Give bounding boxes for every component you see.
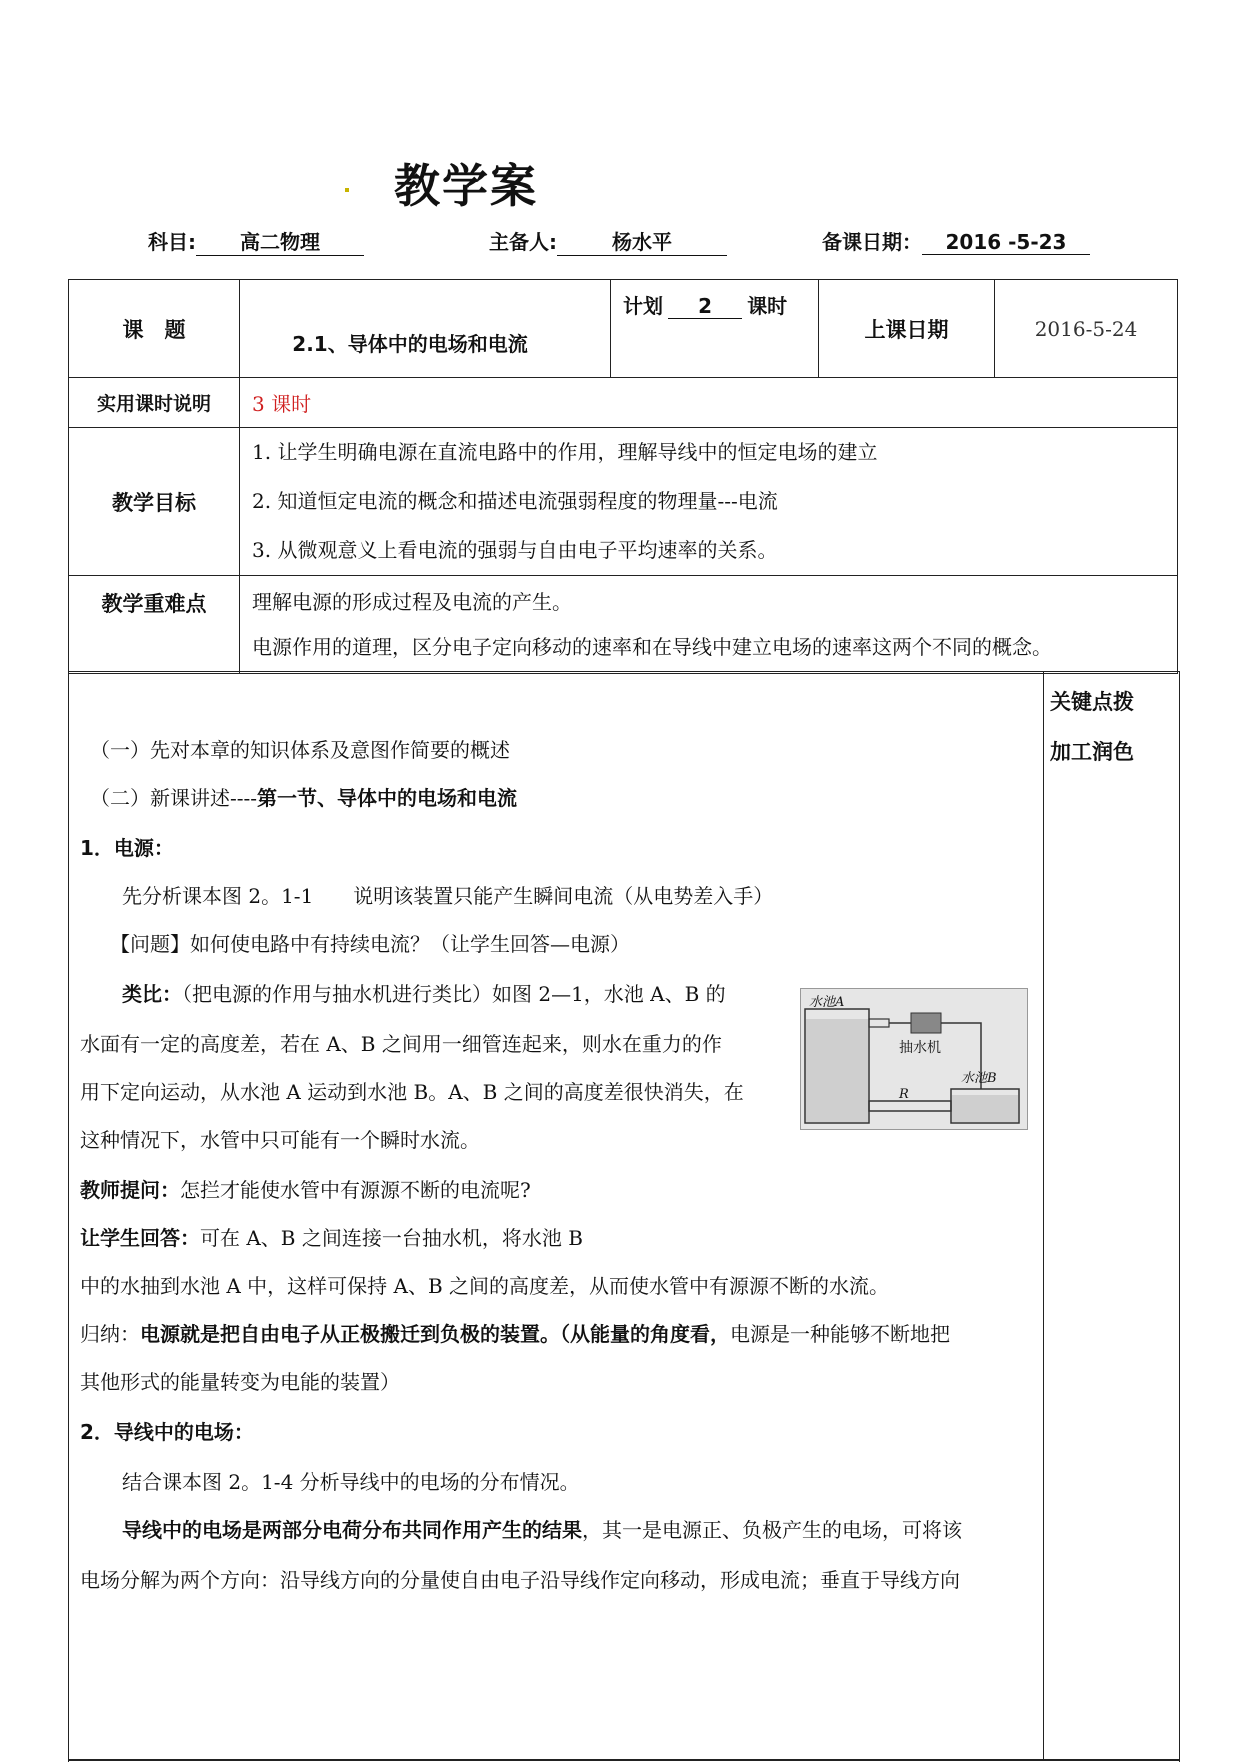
subject-label: 科目:: [148, 230, 196, 254]
paragraph: 其他形式的能量转变为电能的装置）: [80, 1370, 400, 1394]
goal-item: 2. 知道恒定电流的概念和描述电流强弱程度的物理量---电流: [252, 489, 778, 513]
section-heading: 2．导线中的电场：: [80, 1420, 254, 1444]
goals-label: 教学目标: [69, 428, 240, 576]
lesson-info-table: [68, 279, 1178, 674]
difficulties-label: 教学重难点: [69, 576, 240, 674]
prep-date-label: 备课日期：: [822, 230, 922, 254]
paragraph: 这种情况下，水管中只可能有一个瞬时水流。: [80, 1128, 480, 1152]
topic-value: 2.1、导体中的电场和电流: [292, 332, 528, 356]
subject-value: 高二物理: [196, 226, 364, 256]
lesson-body-frame: [68, 671, 1180, 1762]
paragraph: 电场分解为两个方向：沿导线方向的分量使自由电子沿导线作定向移动，形成电流；垂直于导线方向: [80, 1568, 960, 1592]
page-bottom-rule: [68, 1759, 1179, 1761]
paragraph: 教师提问：怎拦才能使水管中有源源不断的电流呢?: [80, 1178, 531, 1202]
paragraph: 中的水抽到水池 A 中，这样可保持 A、B 之间的高度差，从而使水管中有源源不断的水流。: [80, 1274, 890, 1298]
plan-unit: 课时: [747, 294, 788, 318]
practical-label: 实用课时说明: [69, 378, 240, 428]
paragraph: 用下定向运动，从水池 A 运动到水池 B。A、B 之间的高度差很快消失，在: [80, 1080, 744, 1104]
plan-value: 2: [668, 294, 742, 319]
plan-label: 计划: [623, 294, 663, 318]
pool-a-label: 水池A: [809, 995, 845, 1010]
r-label: R: [899, 1087, 909, 1102]
subject-field: [148, 226, 364, 256]
class-date-label: 上课日期: [819, 280, 995, 378]
practical-value: 3 课时: [240, 378, 1178, 428]
class-date-value: 2016-5-24: [995, 280, 1178, 378]
preparer-label: 主备人:: [489, 230, 557, 254]
section-heading: 1．电源：: [80, 836, 174, 860]
paragraph: 先分析课本图 2。1-1 说明该装置只能产生瞬间电流（从电势差入手）: [122, 884, 774, 908]
decorative-dot: [345, 188, 349, 192]
side-label-key-points: 关键点拨: [1050, 690, 1134, 714]
prep-date-value: 2016 -5-23: [922, 230, 1090, 255]
difficulties-list: [240, 576, 1178, 674]
water-pump-analogy-figure: [800, 988, 1028, 1130]
topic-cell: [240, 280, 611, 378]
plan-cell: [611, 280, 819, 378]
pump-label: 抽水机: [899, 1040, 941, 1056]
paragraph: （一）先对本章的知识体系及意图作简要的概述: [90, 738, 510, 762]
preparer-field: [489, 226, 727, 256]
paragraph: 【问题】如何使电路中有持续电流？（让学生回答—电源）: [110, 932, 630, 956]
pump-diagram: [801, 989, 1027, 1129]
paragraph: 归纳：电源就是把自由电子从正极搬迁到负极的装置。（从能量的角度看，电源是一种能够不断地把: [80, 1322, 950, 1346]
paragraph: 让学生回答：可在 A、B 之间连接一台抽水机，将水池 B: [80, 1226, 583, 1250]
paragraph: （二）新课讲述----第一节、导体中的电场和电流: [90, 786, 518, 810]
topic-label: 课 题: [69, 280, 240, 378]
goal-item: 1. 让学生明确电源在直流电路中的作用，理解导线中的恒定电场的建立: [252, 440, 878, 464]
paragraph: 水面有一定的高度差，若在 A、B 之间用一细管连起来，则水在重力的作: [80, 1032, 722, 1056]
page-title: 教学案: [394, 159, 538, 213]
paragraph: 导线中的电场是两部分电荷分布共同作用产生的结果，其一是电源正、负极产生的电场，可将该: [122, 1518, 962, 1542]
difficulty-item: 电源作用的道理，区分电子定向移动的速率和在导线中建立电场的速率这两个不同的概念。: [252, 634, 1052, 659]
goal-item: 3. 从微观意义上看电流的强弱与自由电子平均速率的关系。: [252, 538, 778, 562]
paragraph: 类比：（把电源的作用与抽水机进行类比）如图 2—1，水池 A、B 的: [122, 982, 726, 1006]
preparer-value: 杨水平: [557, 226, 727, 256]
side-column-divider: [1043, 671, 1044, 1761]
side-label-polish: 加工润色: [1050, 740, 1134, 764]
difficulty-item: 理解电源的形成过程及电流的产生。: [252, 589, 572, 614]
pool-b-label: 水池B: [961, 1071, 997, 1086]
paragraph: 结合课本图 2。1-4 分析导线中的电场的分布情况。: [122, 1470, 580, 1494]
goals-list: [240, 428, 1178, 576]
prep-date-field: [822, 226, 1090, 255]
